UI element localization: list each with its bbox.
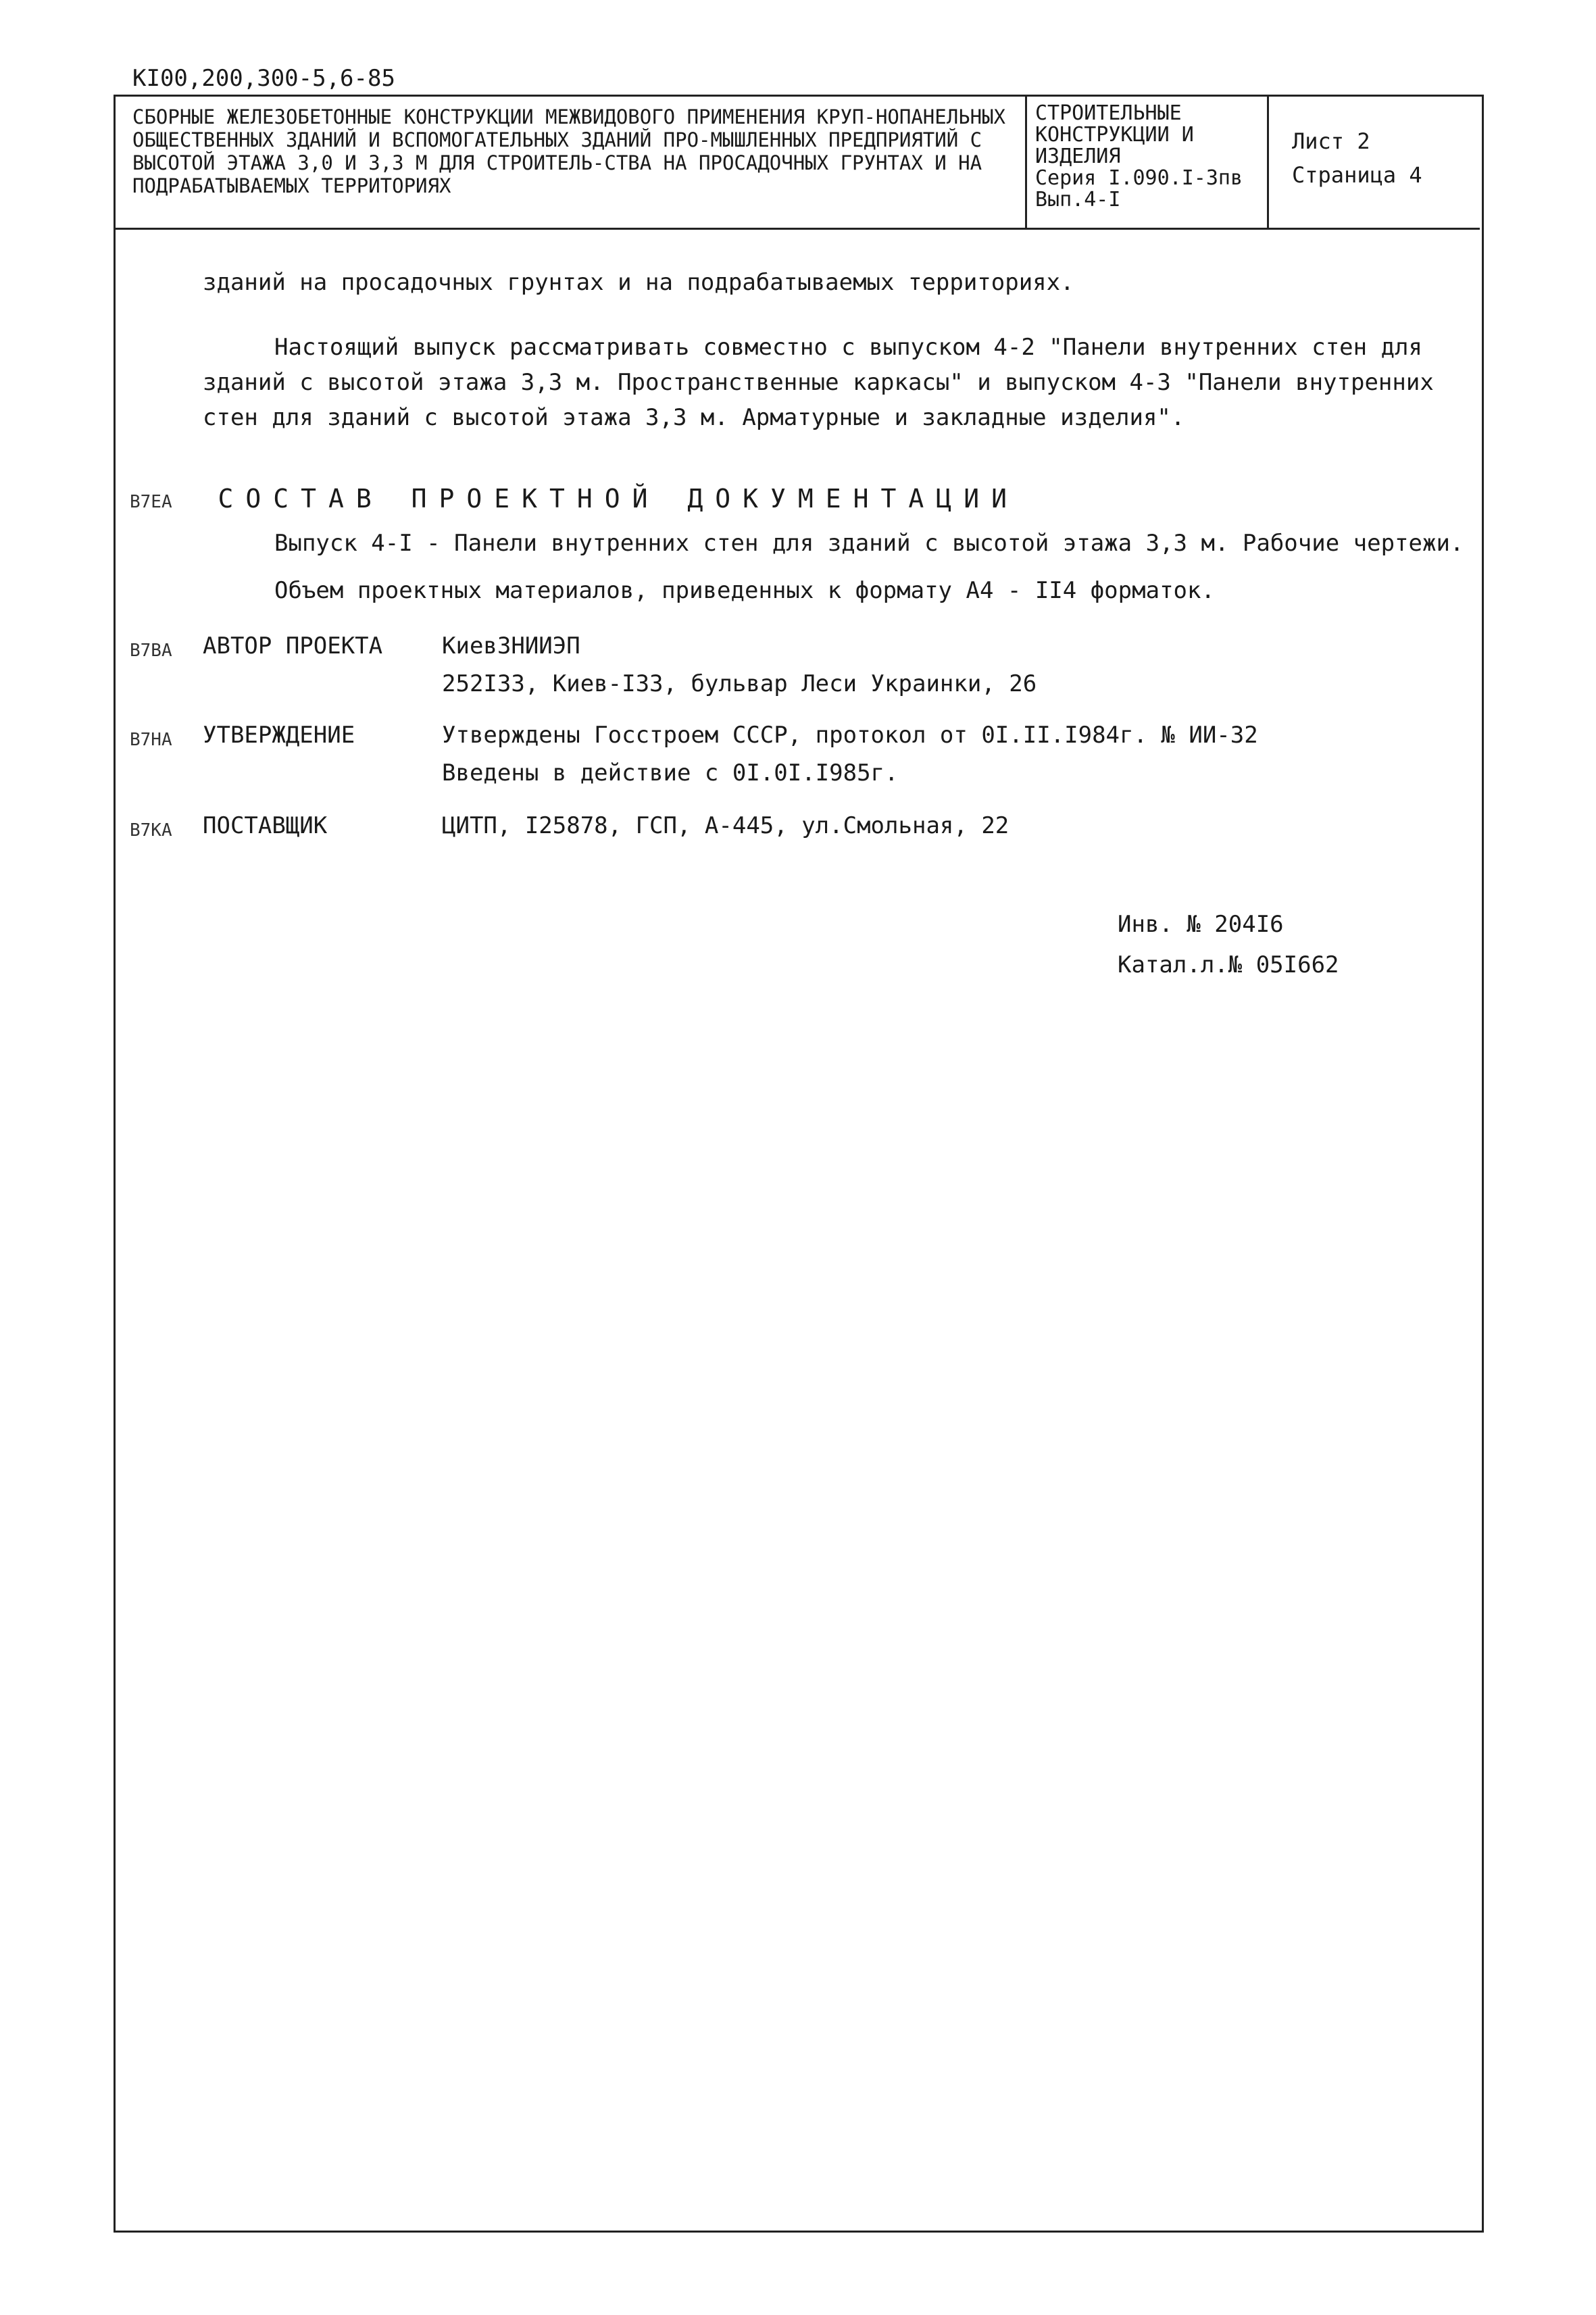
category-line-2: КОНСТРУКЦИИ И xyxy=(1035,123,1194,147)
category-line-3: ИЗДЕЛИЯ xyxy=(1035,145,1121,168)
supplier-code: В7КА xyxy=(130,820,172,841)
approval-protocol: Утверждены Госстроем СССР, протокол от 0I.II.I984г. № ИИ-32 xyxy=(442,722,1258,749)
composition-code: В7ЕА xyxy=(130,492,172,512)
intro-line: зданий на просадочных грунтах и на подрабатываемых территориях. xyxy=(203,269,1074,296)
supplier-row xyxy=(130,815,204,842)
title-block xyxy=(114,95,1480,230)
title-block-title: СБОРНЫЕ ЖЕЛЕЗОБЕТОННЫЕ КОНСТРУКЦИИ МЕЖВИДОВОГО ПРИМЕНЕНИЯ КРУП-НОПАНЕЛЬНЫХ ОБЩЕСТВЕННЫХ ЗДАНИЙ И ВСПОМОГАТЕЛЬНЫХ ЗДАНИЙ ПРО-МЫШЛЕННЫХ ПРЕДПРИЯТИЙ С ВЫСОТОЙ ЭТАЖА 3,0 И 3,3 М ДЛЯ СТРОИТЕЛЬ-СТВА НА ПРОСАДОЧНЫХ ГРУНТАХ И НА ПОДРАБАТЫВАЕМЫХ ТЕРРИТОРИЯХ xyxy=(114,95,1027,228)
supplier-label: ПОСТАВЩИК xyxy=(203,812,328,839)
author-label: АВТОР ПРОЕКТА xyxy=(203,632,383,659)
intro-paragraph: Настоящий выпуск рассматривать совместно с выпуском 4-2 "Панели внутренних стен для зданий с высотой этажа 3,3 м. Пространственные каркасы" и выпуском 4-3 "Панели внутренних стен для зданий с высотой этажа 3,3 м. Арматурные и закладные изделия". xyxy=(203,334,1434,431)
approval-row xyxy=(130,724,204,751)
supplier-value: ЦИТП, I25878, ГСП, А-445, ул.Смольная, 22 xyxy=(442,812,1009,839)
inventory-number: Инв. № 204I6 xyxy=(1118,911,1284,938)
document-code: КI00,200,300-5,6-85 xyxy=(132,65,395,92)
composition-title: СОСТАВ ПРОЕКТНОЙ ДОКУМЕНТАЦИИ xyxy=(218,484,1019,514)
composition-heading-row xyxy=(130,484,1019,514)
sheet-number: Лист 2 xyxy=(1292,128,1370,154)
approval-effective-date: Введены в действие с 0I.0I.I985г. xyxy=(442,760,899,787)
author-row xyxy=(130,635,204,662)
title-block-category xyxy=(1027,95,1269,228)
author-name: КиевЗНИИЭП xyxy=(442,632,580,659)
approval-label: УТВЕРЖДЕНИЕ xyxy=(203,722,355,749)
composition-line-1: Выпуск 4-I - Панели внутренних стен для зданий с высотой этажа 3,3 м. Рабочие чертежи. xyxy=(274,530,1464,557)
page-number: Страница 4 xyxy=(1292,162,1422,188)
author-code: В7ВА xyxy=(130,641,172,661)
author-address: 252I33, Киев-I33, бульвар Леси Украинки, 26 xyxy=(442,670,1037,697)
category-line-1: СТРОИТЕЛЬНЫЕ xyxy=(1035,101,1182,125)
title-block-sheet xyxy=(1269,95,1480,228)
approval-code: В7НА xyxy=(130,730,172,750)
issue-label: Вып.4-I xyxy=(1035,188,1121,211)
catalog-number: Катал.л.№ 05I662 xyxy=(1118,951,1339,978)
series-label: Серия I.090.I-3пв xyxy=(1035,166,1243,190)
composition-line-2: Объем проектных материалов, приведенных к формату А4 - II4 форматок. xyxy=(274,577,1215,604)
